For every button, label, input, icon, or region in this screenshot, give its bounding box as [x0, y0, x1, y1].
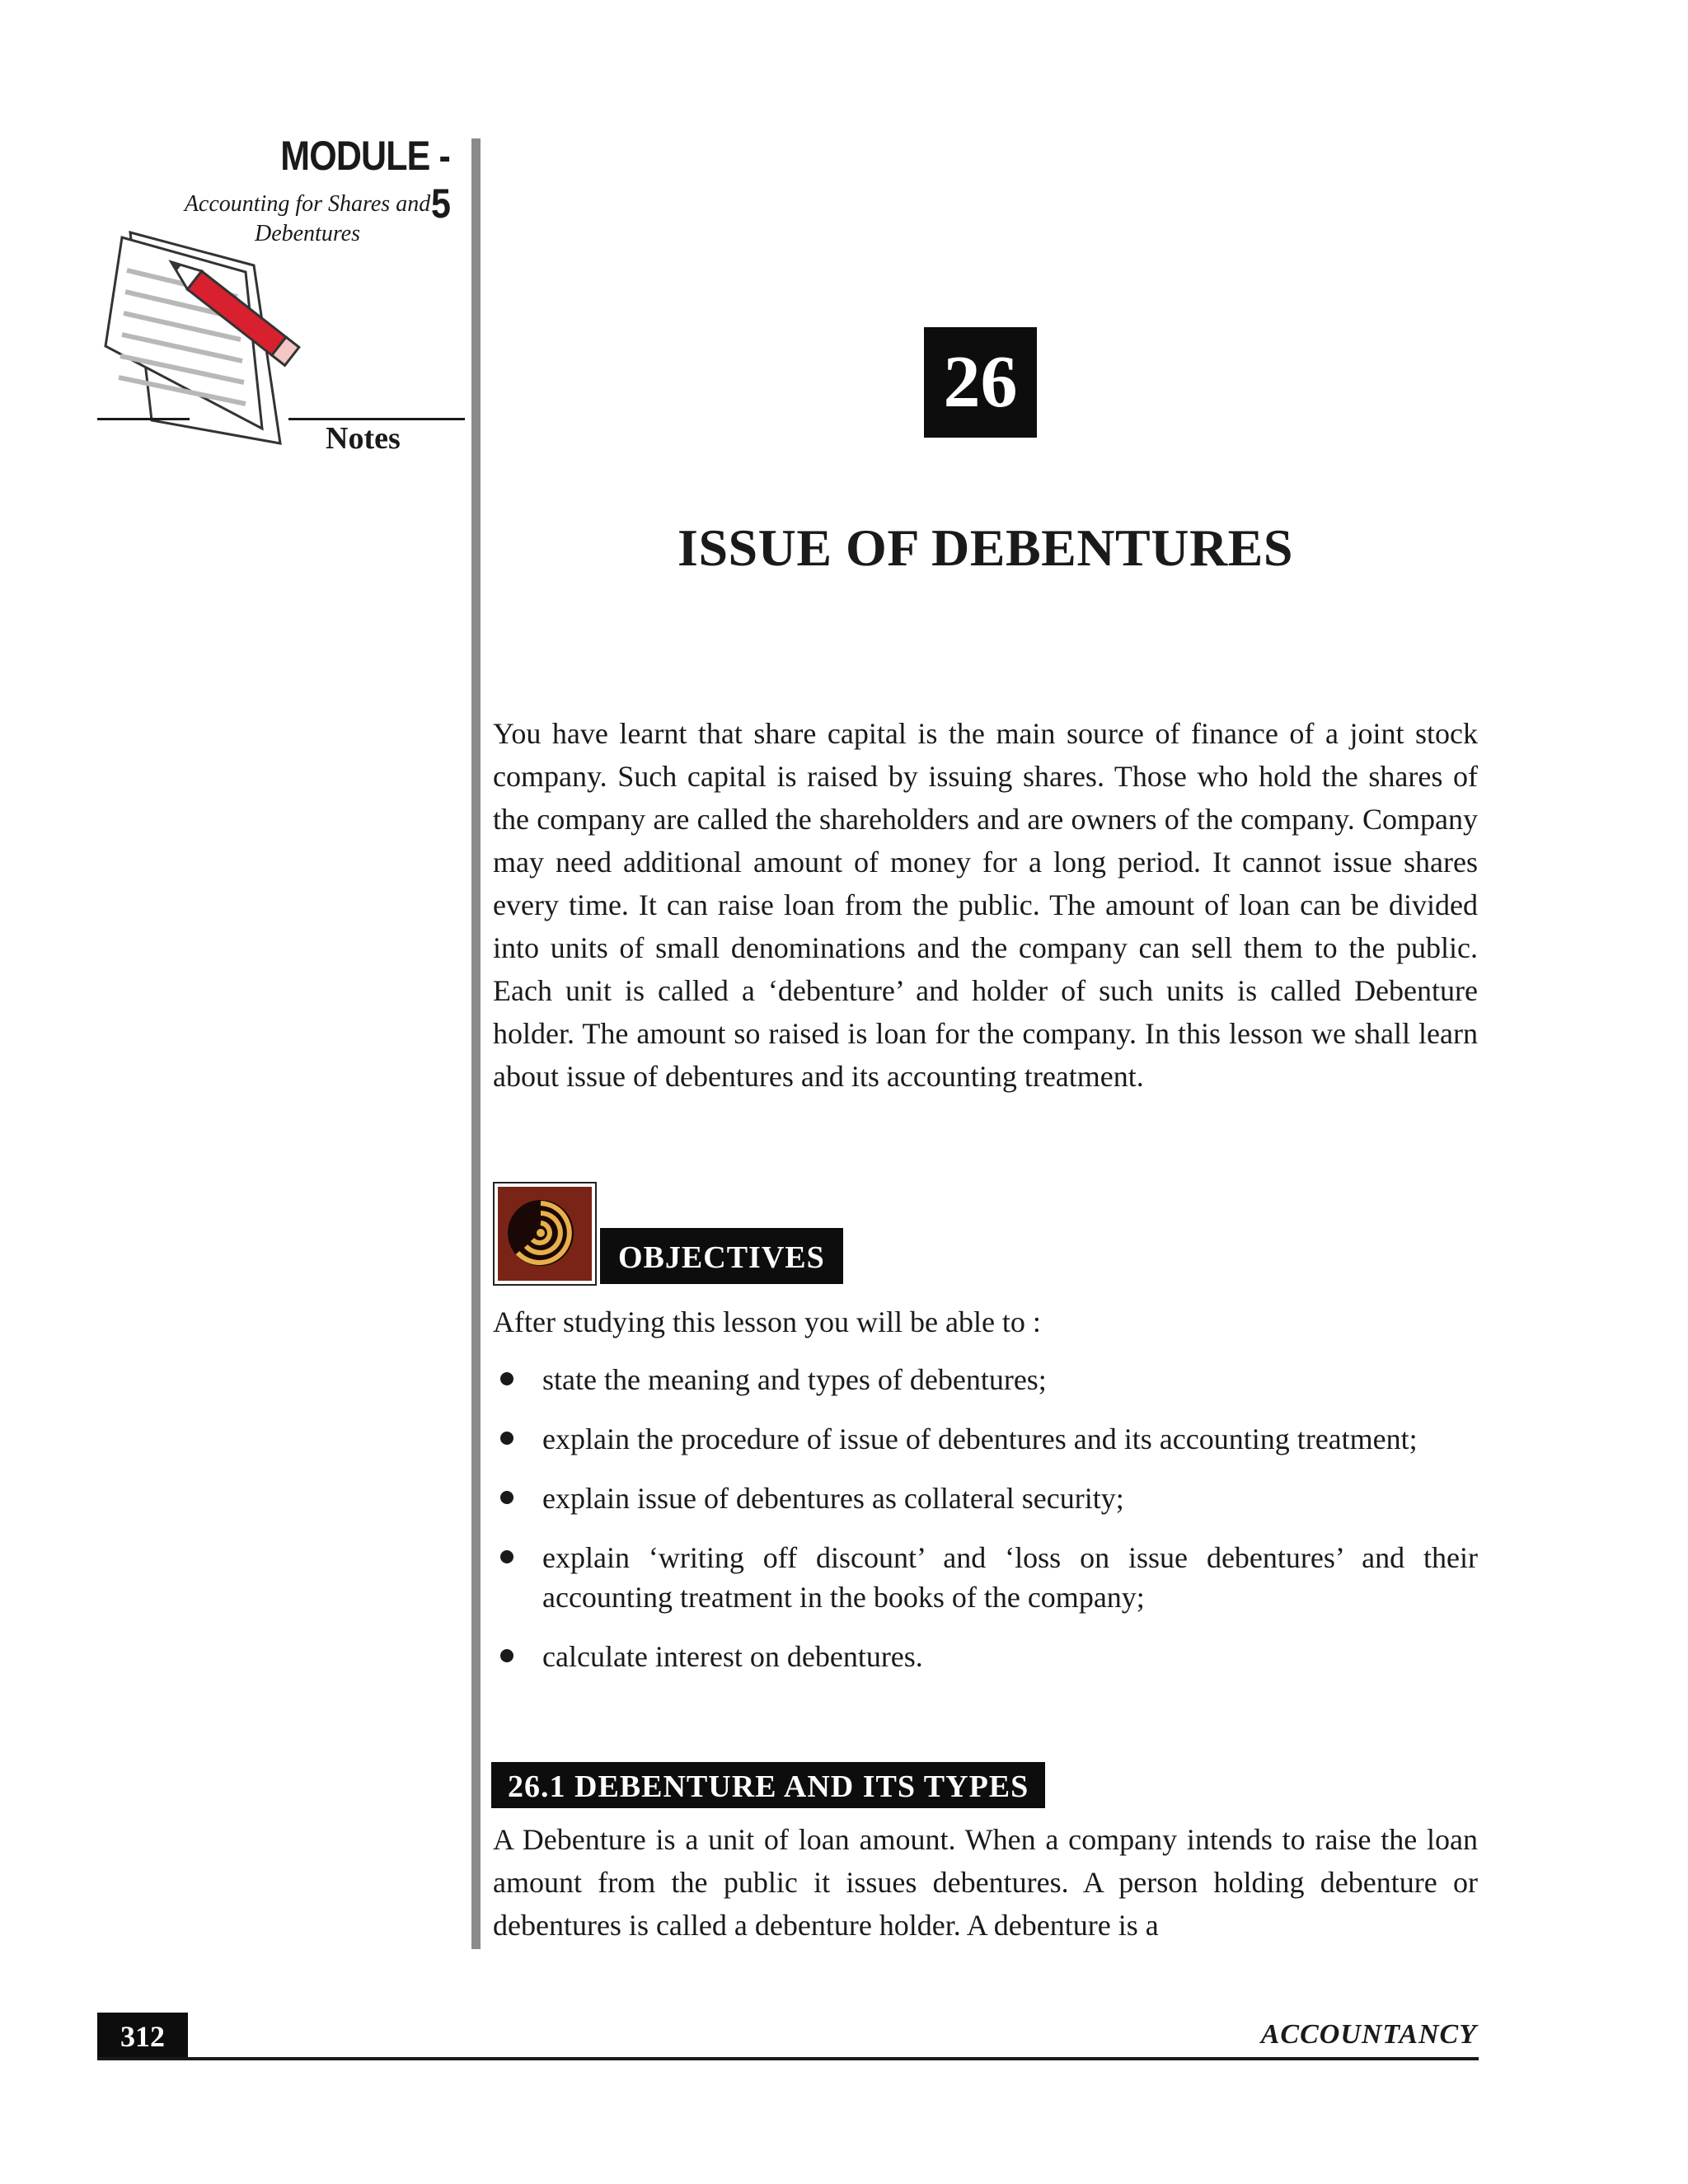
notes-label: Notes — [326, 421, 401, 456]
objectives-heading: OBJECTIVES — [600, 1228, 843, 1284]
footer-rule — [97, 2057, 1479, 2060]
module-subtitle-line1: Accounting for Shares and — [184, 191, 431, 217]
page-number: 312 — [97, 2013, 188, 2060]
objective-text: calculate interest on debentures. — [542, 1640, 923, 1673]
list-item — [493, 1479, 1478, 1518]
objective-text: state the meaning and types of debentures; — [542, 1363, 1047, 1396]
section-heading: 26.1 DEBENTURE AND ITS TYPES — [491, 1762, 1045, 1808]
footer-title: ACCOUNTANCY — [1260, 2019, 1477, 2050]
objectives-list — [493, 1360, 1478, 1696]
bullet-icon — [500, 1550, 513, 1563]
bullet-icon — [500, 1649, 513, 1662]
objective-text: explain the procedure of issue of debentures and its accounting treatment; — [542, 1422, 1418, 1455]
section-paragraph: A Debenture is a unit of loan amount. When a company intends to raise the loan amount from the public it issues debentures. A person holding debenture or debentures is called a debenture holder. A debenture is a — [493, 1823, 1478, 1942]
chapter-number: 26 — [924, 327, 1037, 438]
list-item — [493, 1637, 1478, 1676]
notes-pencil-icon — [97, 223, 328, 462]
margin-divider-bar — [471, 138, 481, 1949]
intro-paragraph: You have learnt that share capital is the main source of finance of a joint stock company. Such capital is raised by issuing shares. Those who hold the shares of the company are called the shareholders and are owners of the company. Company may need additional amount of money for a long period. It cannot issue shares every time. It can raise loan from the public. The amount of loan can be divided into units of small denominations and the company can sell them to the public. Each unit is called a ‘debenture’ and holder of such units is called Debenture holder. The amount so raised is loan for the company. In this lesson we shall learn about issue of debentures and its accounting treatment. — [493, 717, 1478, 1093]
objectives-intro: After studying this lesson you will be able to : — [493, 1305, 1041, 1338]
objectives-target-icon — [493, 1182, 597, 1286]
objective-text: explain issue of debentures as collateral security; — [542, 1482, 1124, 1515]
list-item — [493, 1538, 1478, 1617]
module-label: MODULE - 5 — [280, 133, 450, 227]
objective-text: explain ‘writing off discount’ and ‘loss on issue debentures’ and their accounting treatment in the books of the company; — [542, 1541, 1478, 1614]
module-subtitle-line2: Debentures — [254, 221, 361, 246]
bullet-icon — [500, 1372, 513, 1385]
bullet-icon — [500, 1432, 513, 1445]
notes-rule — [97, 418, 190, 420]
bullet-icon — [500, 1491, 513, 1504]
list-item — [493, 1360, 1478, 1399]
chapter-title: ISSUE OF DEBENTURES — [678, 518, 1293, 577]
list-item — [493, 1419, 1478, 1459]
